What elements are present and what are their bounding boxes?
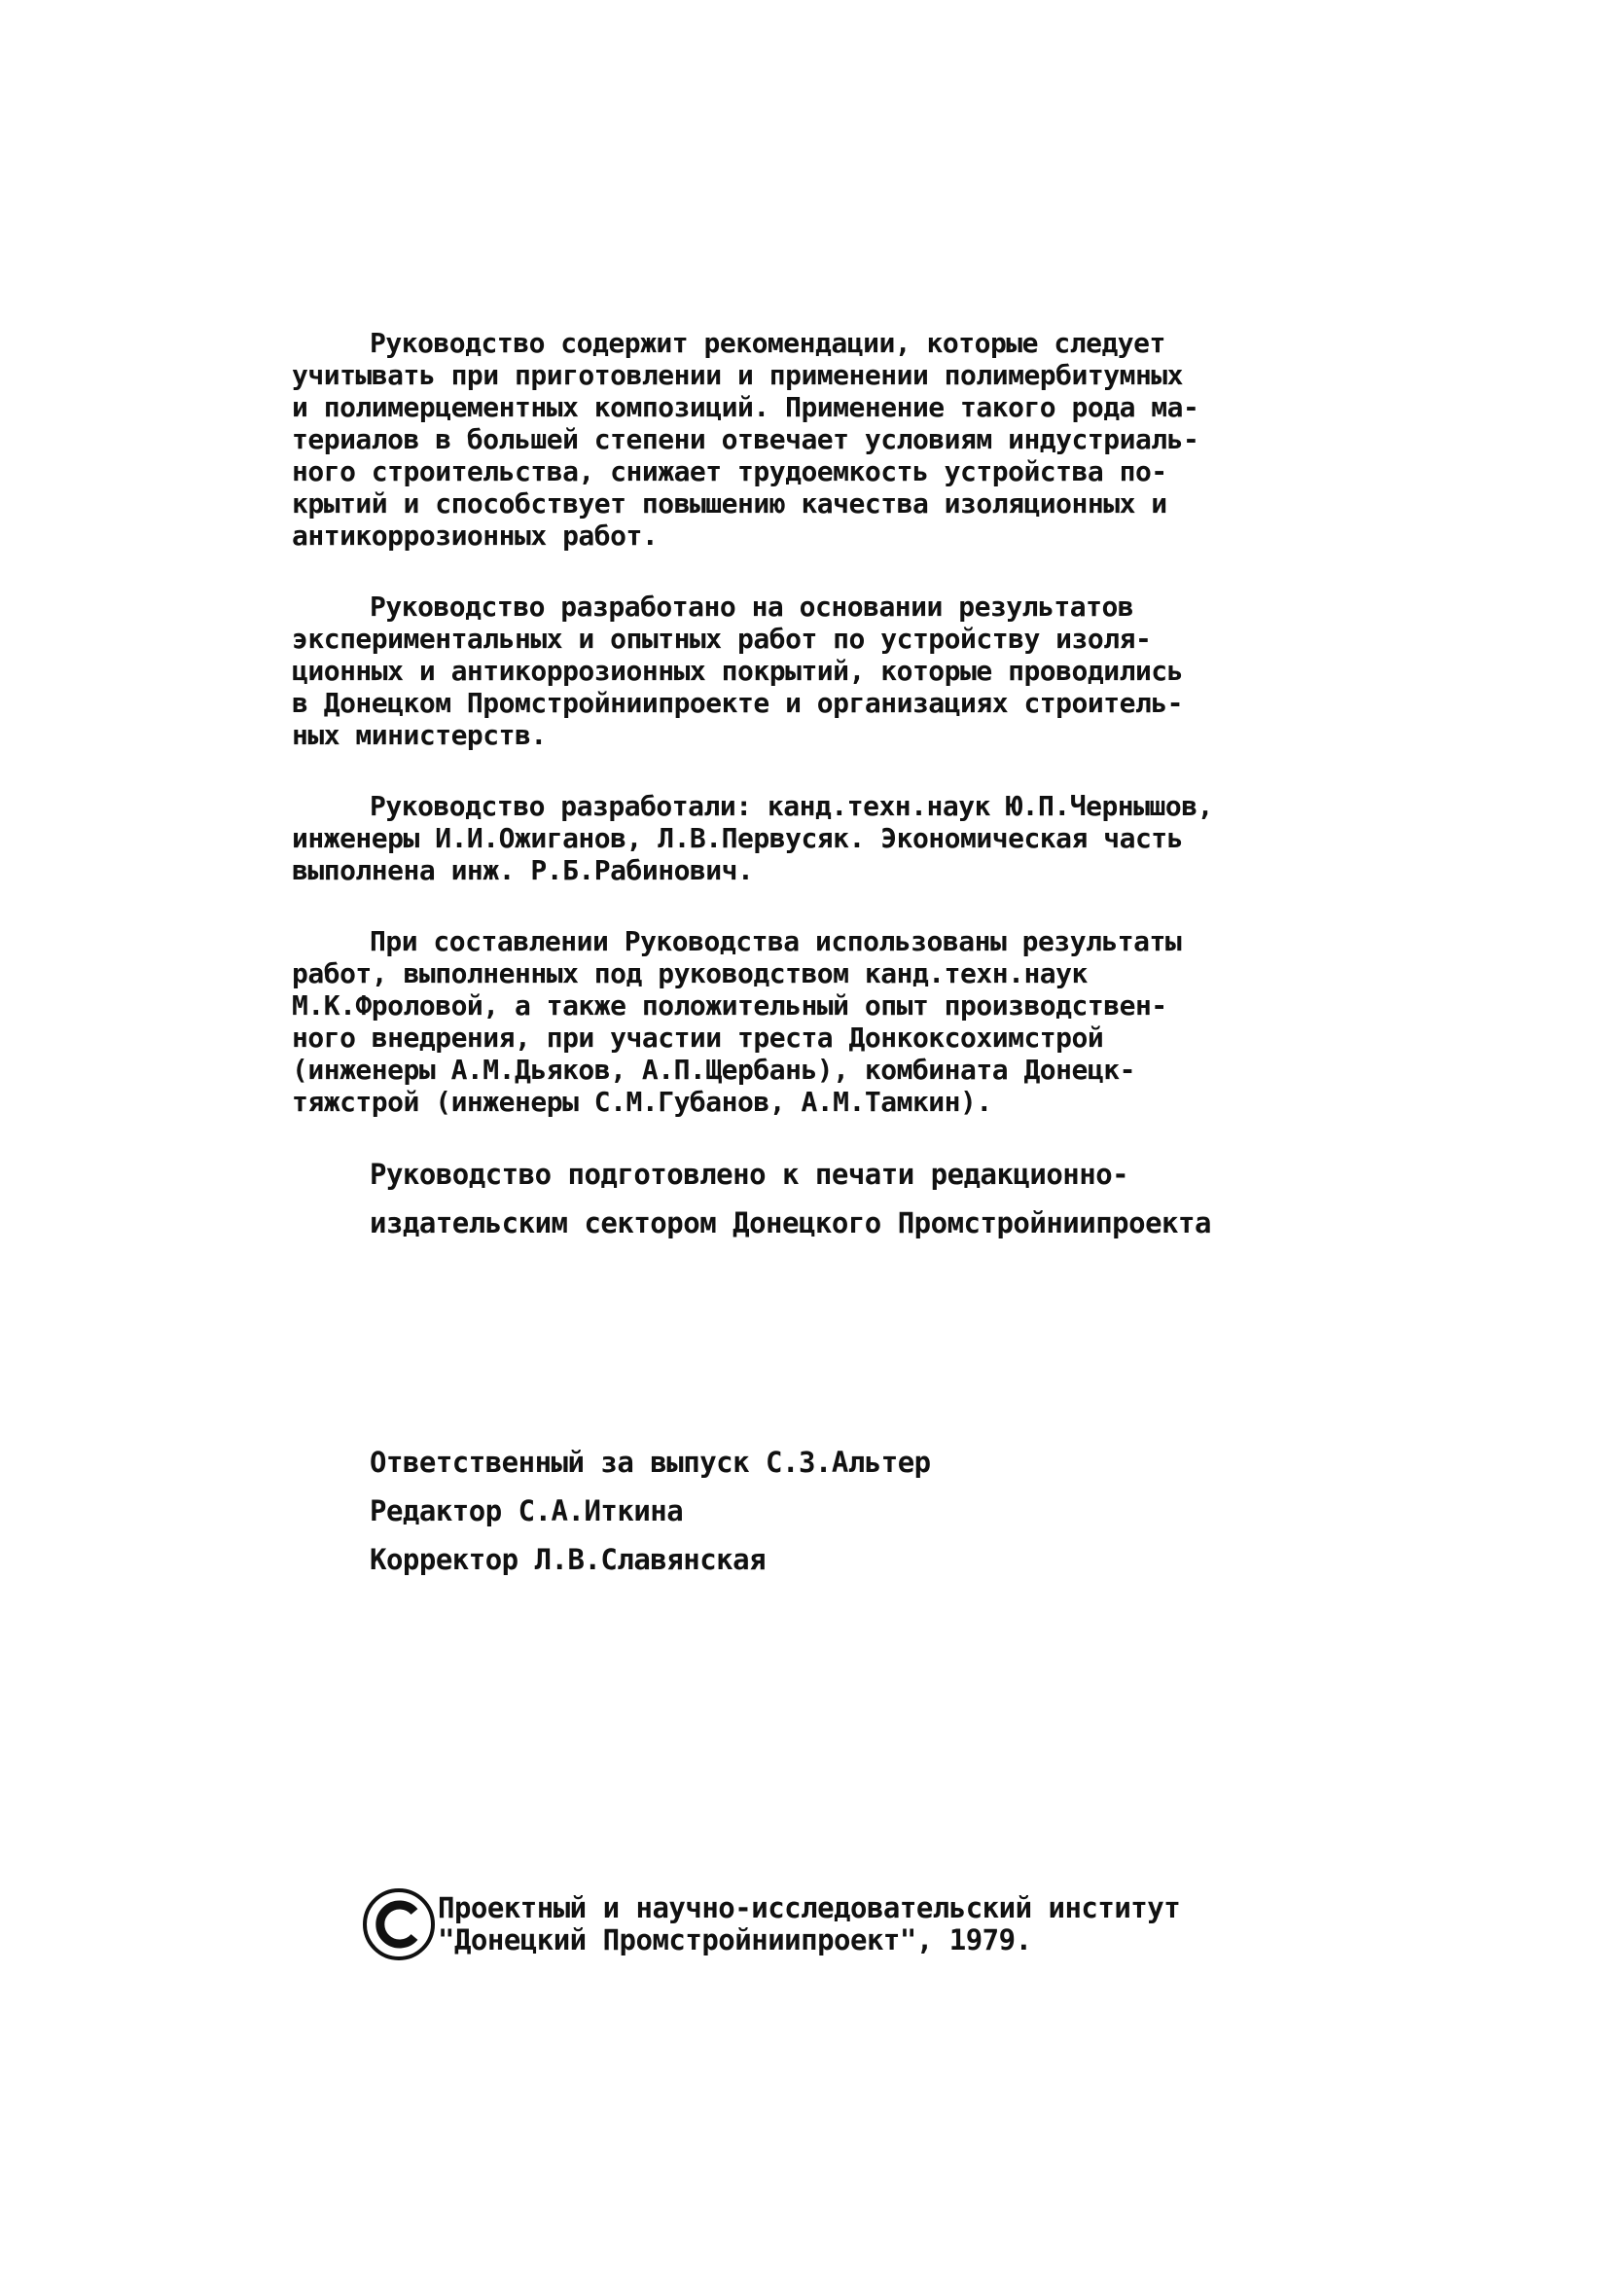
paragraph-line: териалов в большей степени отвечает условиям индустриаль- (292, 423, 1199, 455)
paragraph-line: экспериментальных и опытных работ по устройству изоля- (292, 623, 1152, 655)
paragraph-line: и полимерцементных композиций. Применение такого рода ма- (292, 391, 1199, 423)
paragraph-line: работ, выполненных под руководством канд.техн.наук (292, 957, 1088, 989)
preparation-note (370, 1150, 1211, 1247)
paragraph-1 (292, 327, 1342, 552)
paragraph-line: Руководство разработали: канд.техн.наук Ю.П.Чернышов, (370, 790, 1213, 822)
copyright-notice (360, 1885, 1180, 1963)
proofreader: Корректор Л.В.Славянская (370, 1543, 767, 1576)
preparation-line: издательским сектором Донецкого Промстройниипроекта (370, 1206, 1211, 1239)
paragraph-line: ционных и антикоррозионных покрытий, которые проводились (292, 655, 1184, 687)
paragraph-line: в Донецком Промстройниипроекте и организациях строитель- (292, 687, 1184, 719)
paragraph-line: (инженеры А.М.Дьяков, А.П.Щербань), комбината Донецк- (292, 1054, 1135, 1086)
copyright-line: Проектный и научно-исследовательский институт (438, 1891, 1181, 1924)
paragraph-line: При составлении Руководства использованы результаты (370, 925, 1182, 957)
paragraph-line: тяжстрой (инженеры С.М.Губанов, А.М.Тамкин). (292, 1086, 992, 1118)
paragraph-line: ного внедрения, при участии треста Донкоксохимстрой (292, 1022, 1104, 1054)
paragraph-line: инженеры И.И.Ожиганов, Л.В.Первусяк. Экономическая часть (292, 822, 1184, 854)
paragraph-line: М.К.Фроловой, а также положительный опыт производствен- (292, 989, 1167, 1022)
paragraph-line: учитывать при приготовлении и применении полимербитумных (292, 359, 1184, 391)
paragraph-line: крытий и способствует повышению качества изоляционных и (292, 487, 1167, 520)
paragraph-line: ных министерств. (292, 719, 547, 751)
body-text (292, 327, 1342, 1118)
paragraph-line: антикоррозионных работ. (292, 520, 659, 552)
credits (370, 1438, 931, 1584)
editor: Редактор С.А.Иткина (370, 1494, 684, 1527)
responsible-editor: Ответственный за выпуск С.З.Альтер (370, 1446, 931, 1479)
copyright-icon (360, 1885, 438, 1963)
copyright-line: "Донецкий Промстройниипроект", 1979. (438, 1923, 1032, 1956)
paragraph-line: Руководство разработано на основании результатов (370, 591, 1134, 623)
preparation-line: Руководство подготовлено к печати редакционно- (370, 1158, 1129, 1191)
paragraph-2 (292, 591, 1342, 751)
paragraph-line: Руководство содержит рекомендации, которые следует (370, 327, 1165, 359)
paragraph-line: выполнена инж. Р.Б.Рабинович. (292, 854, 754, 886)
paragraph-3 (292, 790, 1342, 886)
paragraph-4 (292, 925, 1342, 1118)
paragraph-line: ного строительства, снижает трудоемкость устройства по- (292, 455, 1167, 487)
copyright-text (438, 1892, 1180, 1956)
